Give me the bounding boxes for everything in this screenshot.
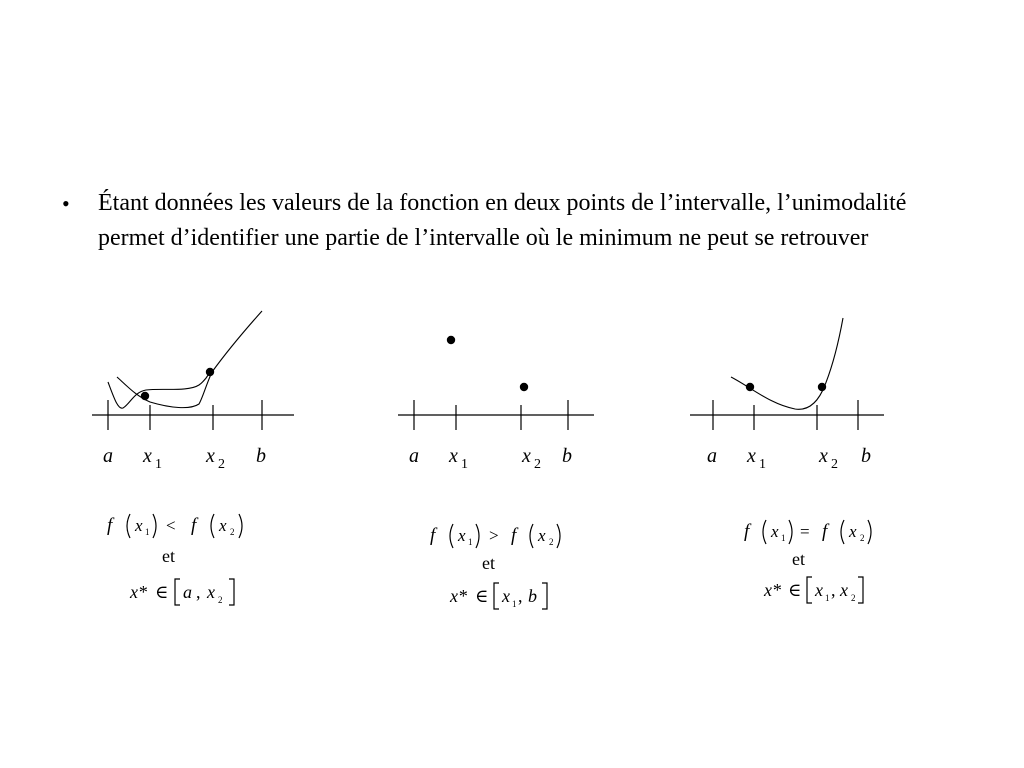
formula-2-interval-right: b [528, 586, 537, 606]
formula-3-comma: , [831, 580, 836, 600]
panel-1-point-x1 [141, 392, 149, 400]
formula-2-elem: ∈ [475, 586, 489, 606]
panel-3-graph [690, 318, 884, 472]
formula-2-f1: f [430, 525, 436, 546]
formula-3-sub2: 2 [860, 533, 865, 543]
formula-3-x2: x [849, 522, 857, 541]
formula-1-x2: x [219, 516, 227, 535]
formula-2-f2: f [511, 525, 517, 546]
formula-3-comparison: = [800, 522, 810, 541]
panel-2-label-x1-sub: 1 [461, 457, 468, 472]
panel-1-label-b: b [256, 445, 266, 467]
panel-3-label-x1-sub: 1 [759, 457, 766, 472]
formula-1-x1: x [135, 516, 143, 535]
formula-1-comma: , [196, 582, 201, 602]
panel-1-graph [92, 311, 294, 472]
panel-1-label-x1-sub: 1 [155, 457, 162, 472]
formula-1-f1: f [107, 515, 113, 536]
bullet-text: Étant données les valeurs de la fonction en deux points de l’intervalle, l’unimodalité permet d’identifier une partie de l’intervalle où le minimum ne peut se retrouver [98, 190, 907, 251]
formula-3-sub1: 1 [781, 533, 786, 543]
panel-3-label-x1: x [747, 445, 756, 467]
formula-1-interval-left: a [183, 582, 192, 602]
panel-1-label-x2-sub: 2 [218, 457, 225, 472]
panel-3-label-x2: x [819, 445, 828, 467]
formula-3-interval-right-sub: 2 [851, 593, 856, 603]
formula-3-elem: ∈ [788, 580, 802, 600]
formula-3-et: et [792, 549, 805, 569]
panel-2-graph [398, 336, 594, 472]
formula-3-xstar: x* [764, 580, 781, 600]
panel-2-label-a: a [409, 445, 419, 467]
formula-1-sub2: 2 [230, 527, 235, 537]
formula-1-et: et [162, 546, 175, 566]
formula-3-f1: f [744, 521, 750, 542]
formula-3-interval-right: x [840, 580, 848, 600]
panel-2-label-b: b [562, 445, 572, 467]
panel-1-label-x2: x [206, 445, 215, 467]
panel-3-formula [744, 520, 871, 603]
formula-1-elem: ∈ [155, 582, 169, 602]
formula-3-interval-left-sub: 1 [825, 593, 830, 603]
panel-1-point-x2 [206, 368, 214, 376]
formula-2-x2: x [538, 526, 546, 545]
panel-1-curve-a [108, 372, 210, 408]
formula-2-interval-left-sub: 1 [512, 599, 517, 609]
panel-2-point-x1 [447, 336, 455, 344]
panel-3-label-b: b [861, 445, 871, 467]
panel-2-label-x1: x [449, 445, 458, 467]
formula-2-xstar: x* [450, 586, 467, 606]
panel-3-point-x2 [818, 383, 826, 391]
formula-3-x1: x [771, 522, 779, 541]
panel-1-formula [107, 514, 242, 605]
panel-1-label-x1: x [143, 445, 152, 467]
formula-2-x1: x [458, 526, 466, 545]
panel-2-formula [430, 524, 560, 609]
formula-1-sub1: 1 [145, 527, 150, 537]
panel-3-curve [731, 318, 843, 409]
formula-1-interval-right-sub: 2 [218, 595, 223, 605]
formula-3-interval-left: x [815, 580, 823, 600]
panel-3-point-x1 [746, 383, 754, 391]
formula-2-et: et [482, 553, 495, 573]
panel-2-point-x2 [520, 383, 528, 391]
formula-2-comparison: > [489, 526, 499, 545]
formula-1-xstar: x* [130, 582, 147, 602]
formula-1-comparison: < [166, 516, 176, 535]
bullet-marker: • [62, 191, 70, 216]
formula-3-f2: f [822, 521, 828, 542]
panel-2-label-x2: x [522, 445, 531, 467]
panel-2-label-x2-sub: 2 [534, 457, 541, 472]
panel-3-label-x2-sub: 2 [831, 457, 838, 472]
formula-2-interval-left: x [502, 586, 510, 606]
panel-3-label-a: a [707, 445, 717, 467]
formula-2-sub1: 1 [468, 537, 473, 547]
panel-1-label-a: a [103, 445, 113, 467]
formula-1-interval-right: x [207, 582, 215, 602]
formula-2-sub2: 2 [549, 537, 554, 547]
formula-2-comma: , [518, 586, 523, 606]
formula-1-f2: f [191, 515, 197, 536]
